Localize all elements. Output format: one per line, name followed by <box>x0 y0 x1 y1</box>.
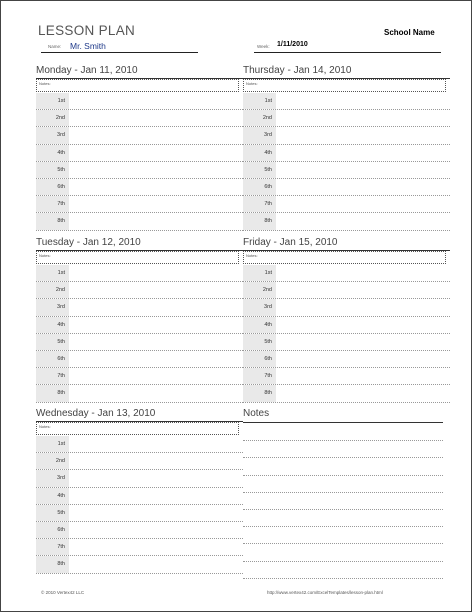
period-label: 3rd <box>57 304 65 311</box>
period-cell <box>243 145 276 161</box>
period-label: 7th <box>264 373 272 380</box>
period-label: 3rd <box>264 304 272 311</box>
period-cell <box>36 334 69 350</box>
period-cell <box>36 436 69 452</box>
period-label: 6th <box>57 355 65 362</box>
notes-line[interactable] <box>243 562 443 579</box>
notes-line[interactable] <box>243 458 443 475</box>
day-title: Tuesday - Jan 12, 2010 <box>36 237 141 248</box>
period-cell <box>243 385 276 401</box>
period-label: 8th <box>264 390 272 397</box>
period-row[interactable] <box>36 93 243 110</box>
period-row[interactable] <box>243 179 450 196</box>
period-row[interactable] <box>243 282 450 299</box>
period-cell <box>36 488 69 504</box>
period-row[interactable] <box>243 93 450 110</box>
footer-url: http://www.vertex42.com/ExcelTemplates/lesson-plan.html <box>267 590 383 595</box>
period-label: 3rd <box>57 475 65 482</box>
period-label: 5th <box>57 338 65 345</box>
period-row[interactable] <box>36 282 243 299</box>
period-cell <box>36 385 69 401</box>
period-label: 5th <box>57 166 65 173</box>
week-value: 1/11/2010 <box>277 41 308 48</box>
notes-label: Notes: <box>246 81 258 86</box>
period-cell <box>36 93 69 109</box>
period-row[interactable] <box>36 368 243 385</box>
period-label: 1st <box>264 270 272 276</box>
period-row[interactable] <box>36 299 243 316</box>
period-row[interactable] <box>36 179 243 196</box>
period-cell <box>36 299 69 315</box>
period-row[interactable] <box>243 265 450 282</box>
period-label: 6th <box>264 355 272 362</box>
day-notes-field[interactable] <box>36 251 239 264</box>
period-row[interactable] <box>36 470 243 487</box>
period-list <box>36 265 243 403</box>
period-label: 8th <box>57 561 65 568</box>
period-row[interactable] <box>36 453 243 470</box>
period-cell <box>36 351 69 367</box>
period-cell <box>36 196 69 212</box>
period-row[interactable] <box>243 385 450 402</box>
notes-section-rule <box>243 422 443 423</box>
period-row[interactable] <box>36 317 243 334</box>
period-row[interactable] <box>36 110 243 127</box>
period-label: 5th <box>264 166 272 173</box>
period-row[interactable] <box>36 265 243 282</box>
period-cell <box>243 368 276 384</box>
period-label: 8th <box>57 218 65 225</box>
period-cell <box>36 470 69 486</box>
period-label: 3rd <box>264 132 272 139</box>
notes-label: Notes: <box>39 424 51 429</box>
period-row[interactable] <box>243 368 450 385</box>
period-cell <box>243 93 276 109</box>
period-cell <box>36 213 69 229</box>
notes-section-lines <box>243 424 443 579</box>
period-label: 2nd <box>55 115 65 122</box>
period-row[interactable] <box>36 196 243 213</box>
period-list <box>243 265 450 403</box>
notes-line[interactable] <box>243 510 443 527</box>
period-list <box>36 436 243 574</box>
period-row[interactable] <box>243 110 450 127</box>
period-cell <box>36 282 69 298</box>
notes-label: Notes: <box>39 253 51 258</box>
period-label: 4th <box>264 321 272 328</box>
period-label: 4th <box>57 492 65 499</box>
school-name: School Name <box>384 28 435 37</box>
period-row[interactable] <box>36 505 243 522</box>
period-row[interactable] <box>243 334 450 351</box>
period-cell <box>36 127 69 143</box>
page-title: LESSON PLAN <box>38 23 136 38</box>
day-title: Friday - Jan 15, 2010 <box>243 237 338 248</box>
period-cell <box>36 179 69 195</box>
period-label: 2nd <box>262 115 272 122</box>
period-cell <box>243 196 276 212</box>
period-row[interactable] <box>243 317 450 334</box>
period-label: 8th <box>57 390 65 397</box>
period-row[interactable] <box>36 213 243 230</box>
notes-line[interactable] <box>243 544 443 561</box>
period-row[interactable] <box>36 385 243 402</box>
period-row[interactable] <box>36 488 243 505</box>
day-notes-field[interactable] <box>243 79 446 92</box>
period-cell <box>36 145 69 161</box>
period-cell <box>36 265 69 281</box>
week-label: Week: <box>257 44 270 49</box>
period-cell <box>36 317 69 333</box>
period-label: 2nd <box>55 287 65 294</box>
period-label: 6th <box>57 183 65 190</box>
period-row[interactable] <box>36 145 243 162</box>
period-row[interactable] <box>243 162 450 179</box>
period-list <box>36 93 243 231</box>
period-row[interactable] <box>243 351 450 368</box>
period-cell <box>243 127 276 143</box>
period-cell <box>243 282 276 298</box>
day-notes-field[interactable] <box>36 422 239 435</box>
period-row[interactable] <box>36 539 243 556</box>
period-row[interactable] <box>36 436 243 453</box>
period-label: 6th <box>57 526 65 533</box>
period-cell <box>36 453 69 469</box>
day-notes-field[interactable] <box>243 251 446 264</box>
period-cell <box>36 556 69 572</box>
period-row[interactable] <box>36 334 243 351</box>
period-label: 1st <box>57 441 65 447</box>
period-cell <box>36 505 69 521</box>
week-underline <box>254 52 441 53</box>
period-row[interactable] <box>36 127 243 144</box>
period-label: 6th <box>264 183 272 190</box>
period-cell <box>36 110 69 126</box>
period-label: 2nd <box>55 458 65 465</box>
period-row[interactable] <box>36 162 243 179</box>
notes-section-title: Notes <box>243 408 270 419</box>
day-title: Thursday - Jan 14, 2010 <box>243 65 352 76</box>
period-row[interactable] <box>36 522 243 539</box>
period-list <box>243 93 450 231</box>
period-row[interactable] <box>243 127 450 144</box>
period-label: 5th <box>57 509 65 516</box>
notes-line[interactable] <box>243 493 443 510</box>
period-row[interactable] <box>243 145 450 162</box>
period-cell <box>243 110 276 126</box>
period-label: 2nd <box>262 287 272 294</box>
period-label: 1st <box>57 98 65 104</box>
notes-label: Notes: <box>39 81 51 86</box>
period-cell <box>243 317 276 333</box>
day-title: Wednesday - Jan 13, 2010 <box>36 408 156 419</box>
period-cell <box>243 334 276 350</box>
period-label: 3rd <box>57 132 65 139</box>
period-row[interactable] <box>243 196 450 213</box>
name-label: Name: <box>48 44 62 49</box>
period-cell <box>243 265 276 281</box>
period-label: 4th <box>57 149 65 156</box>
period-label: 7th <box>57 544 65 551</box>
period-label: 7th <box>57 373 65 380</box>
period-label: 5th <box>264 338 272 345</box>
period-cell <box>243 162 276 178</box>
period-label: 4th <box>264 149 272 156</box>
period-cell <box>243 299 276 315</box>
period-cell <box>36 522 69 538</box>
period-cell <box>36 368 69 384</box>
period-label: 7th <box>264 201 272 208</box>
period-row[interactable] <box>243 299 450 316</box>
day-title: Monday - Jan 11, 2010 <box>36 65 138 76</box>
period-cell <box>36 162 69 178</box>
period-cell <box>36 539 69 555</box>
period-cell <box>243 179 276 195</box>
period-label: 1st <box>57 270 65 276</box>
period-label: 7th <box>57 201 65 208</box>
name-underline <box>41 52 198 53</box>
period-label: 4th <box>57 321 65 328</box>
notes-line[interactable] <box>243 424 443 441</box>
period-label: 8th <box>264 218 272 225</box>
notes-line[interactable] <box>243 441 443 458</box>
notes-line[interactable] <box>243 476 443 493</box>
period-cell <box>243 213 276 229</box>
period-row[interactable] <box>36 556 243 573</box>
period-label: 1st <box>264 98 272 104</box>
day-notes-field[interactable] <box>36 79 239 92</box>
period-row[interactable] <box>243 213 450 230</box>
period-row[interactable] <box>36 351 243 368</box>
footer-copyright: © 2010 Vertex42 LLC <box>41 590 85 595</box>
notes-line[interactable] <box>243 527 443 544</box>
period-cell <box>243 351 276 367</box>
notes-label: Notes: <box>246 253 258 258</box>
name-value: Mr. Smith <box>70 41 106 51</box>
